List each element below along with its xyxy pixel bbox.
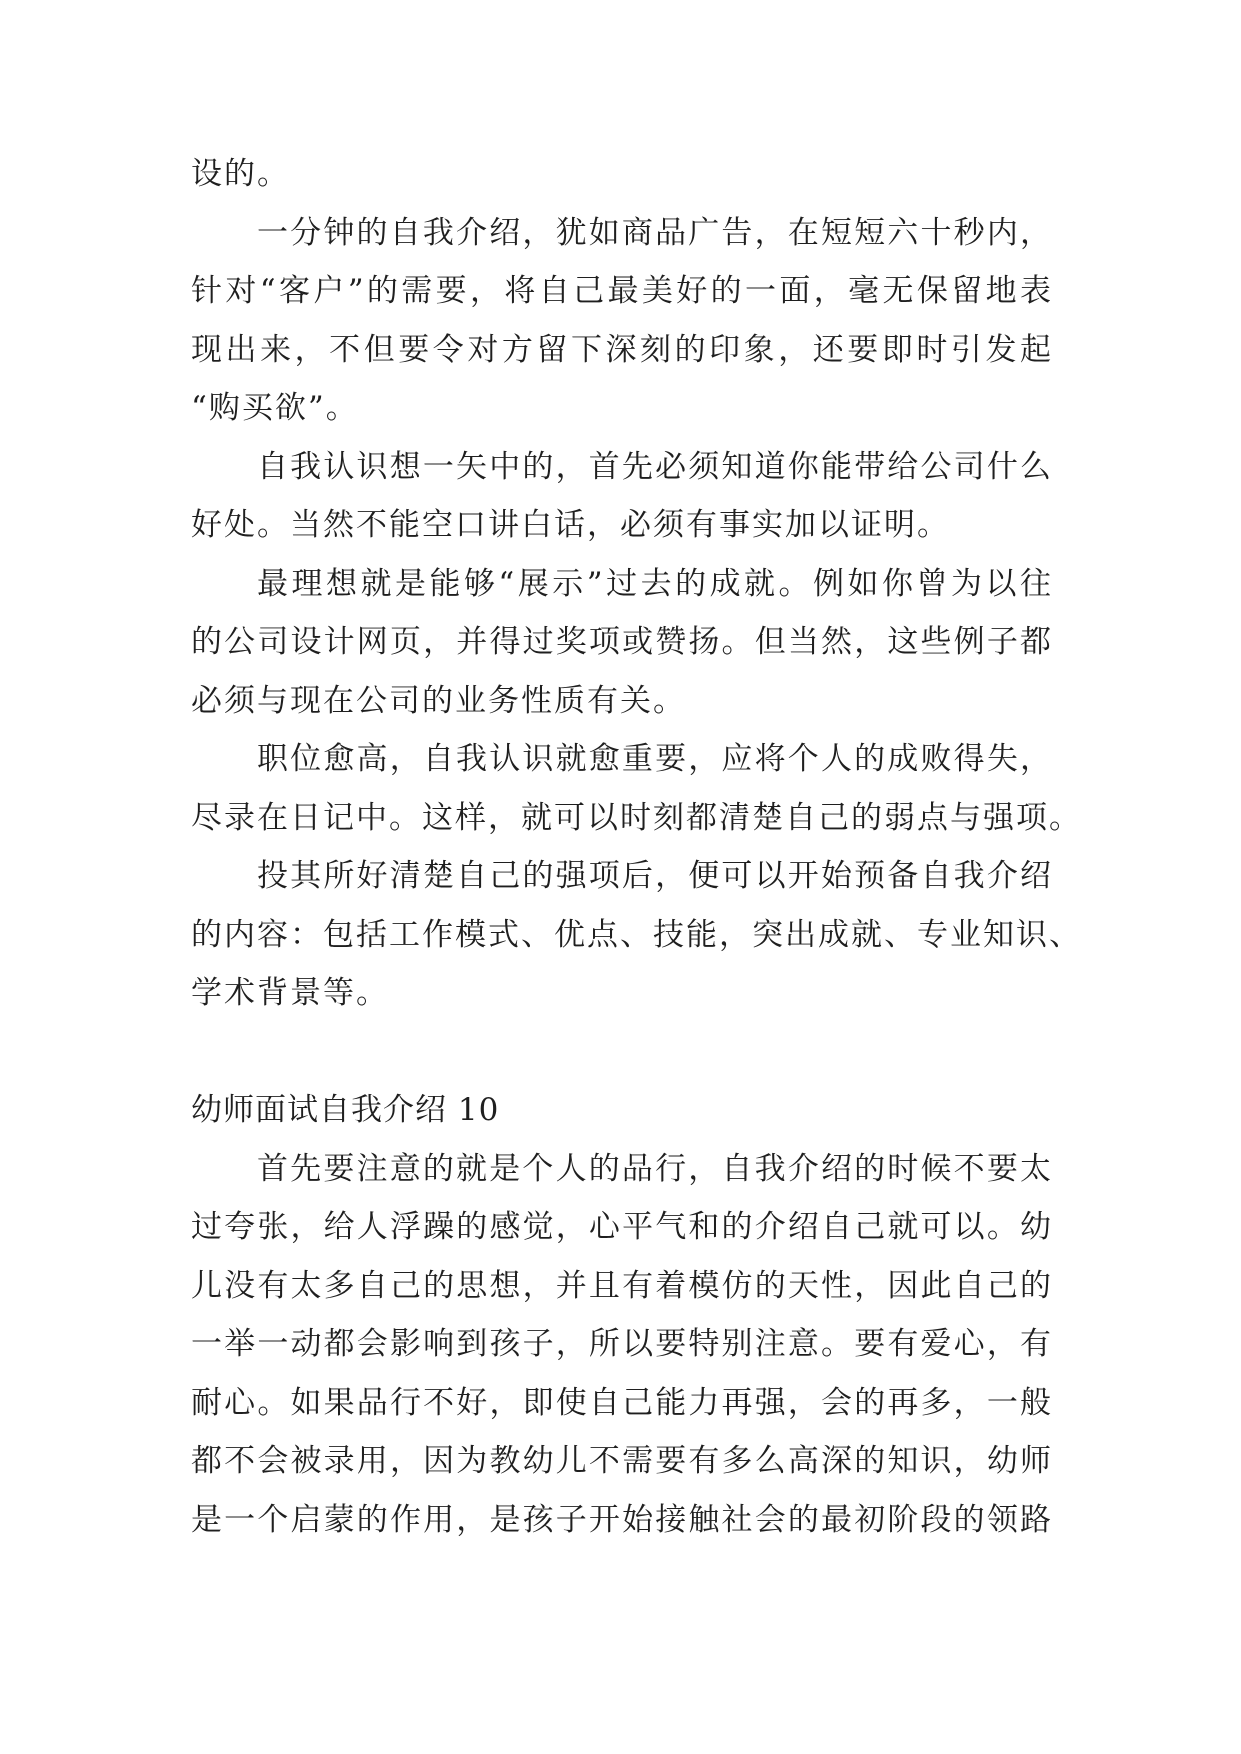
document-body: [191, 145, 1082, 1549]
text-line: 必须与现在公司的业务性质有关。: [191, 682, 686, 719]
text-line: 好处。当然不能空口讲白话，必须有事实加以证明。: [191, 507, 950, 543]
section-gap: [191, 1023, 1053, 1082]
text-line: 针对“客户”的需要，将自己最美好的一面，毫无保留地表: [191, 273, 1053, 309]
text-line: “购买欲”。: [191, 390, 359, 426]
section-heading: 幼师面试自我介绍 10: [191, 1092, 500, 1128]
text-line: 一举一动都会影响到孩子，所以要特别注意。要有爱心，有: [191, 1326, 1053, 1362]
text-line: 尽录在日记中。这样，就可以时刻都清楚自己的弱点与强项。: [191, 799, 1082, 836]
text-line: 的内容：包括工作模式、优点、技能，突出成就、专业知识、: [191, 916, 1082, 953]
paragraph-start-line: 职位愈高，自我认识就愈重要，应将个人的成败得失，: [257, 741, 1053, 777]
text-line: 设的。: [191, 156, 290, 192]
text-line: 都不会被录用，因为教幼儿不需要有多么高深的知识，幼师: [191, 1443, 1053, 1479]
text-line: 过夸张，给人浮躁的感觉，心平气和的介绍自己就可以。幼: [191, 1209, 1053, 1245]
text-line: 儿没有太多自己的思想，并且有着模仿的天性，因此自己的: [191, 1267, 1053, 1304]
paragraph-start-line: 最理想就是能够“展示”过去的成就。例如你曾为以往: [257, 565, 1053, 602]
text-line: 的公司设计网页，并得过奖项或赞扬。但当然，这些例子都: [191, 624, 1053, 660]
text-line: 是一个启蒙的作用，是孩子开始接触社会的最初阶段的领路: [191, 1501, 1053, 1538]
paragraph-start-line: 投其所好清楚自己的强项后，便可以开始预备自我介绍: [257, 858, 1053, 894]
paragraph-start-line: 首先要注意的就是个人的品行，自我介绍的时候不要太: [257, 1150, 1053, 1187]
paragraph-start-line: 自我认识想一矢中的，首先必须知道你能带给公司什么: [257, 448, 1053, 485]
text-line: 学术背景等。: [191, 975, 389, 1011]
text-line: 耐心。如果品行不好，即使自己能力再强，会的再多，一般: [191, 1384, 1053, 1421]
text-line: 现出来，不但要令对方留下深刻的印象，还要即时引发起: [191, 331, 1053, 368]
paragraph-start-line: 一分钟的自我介绍，犹如商品广告，在短短六十秒内，: [257, 214, 1053, 251]
